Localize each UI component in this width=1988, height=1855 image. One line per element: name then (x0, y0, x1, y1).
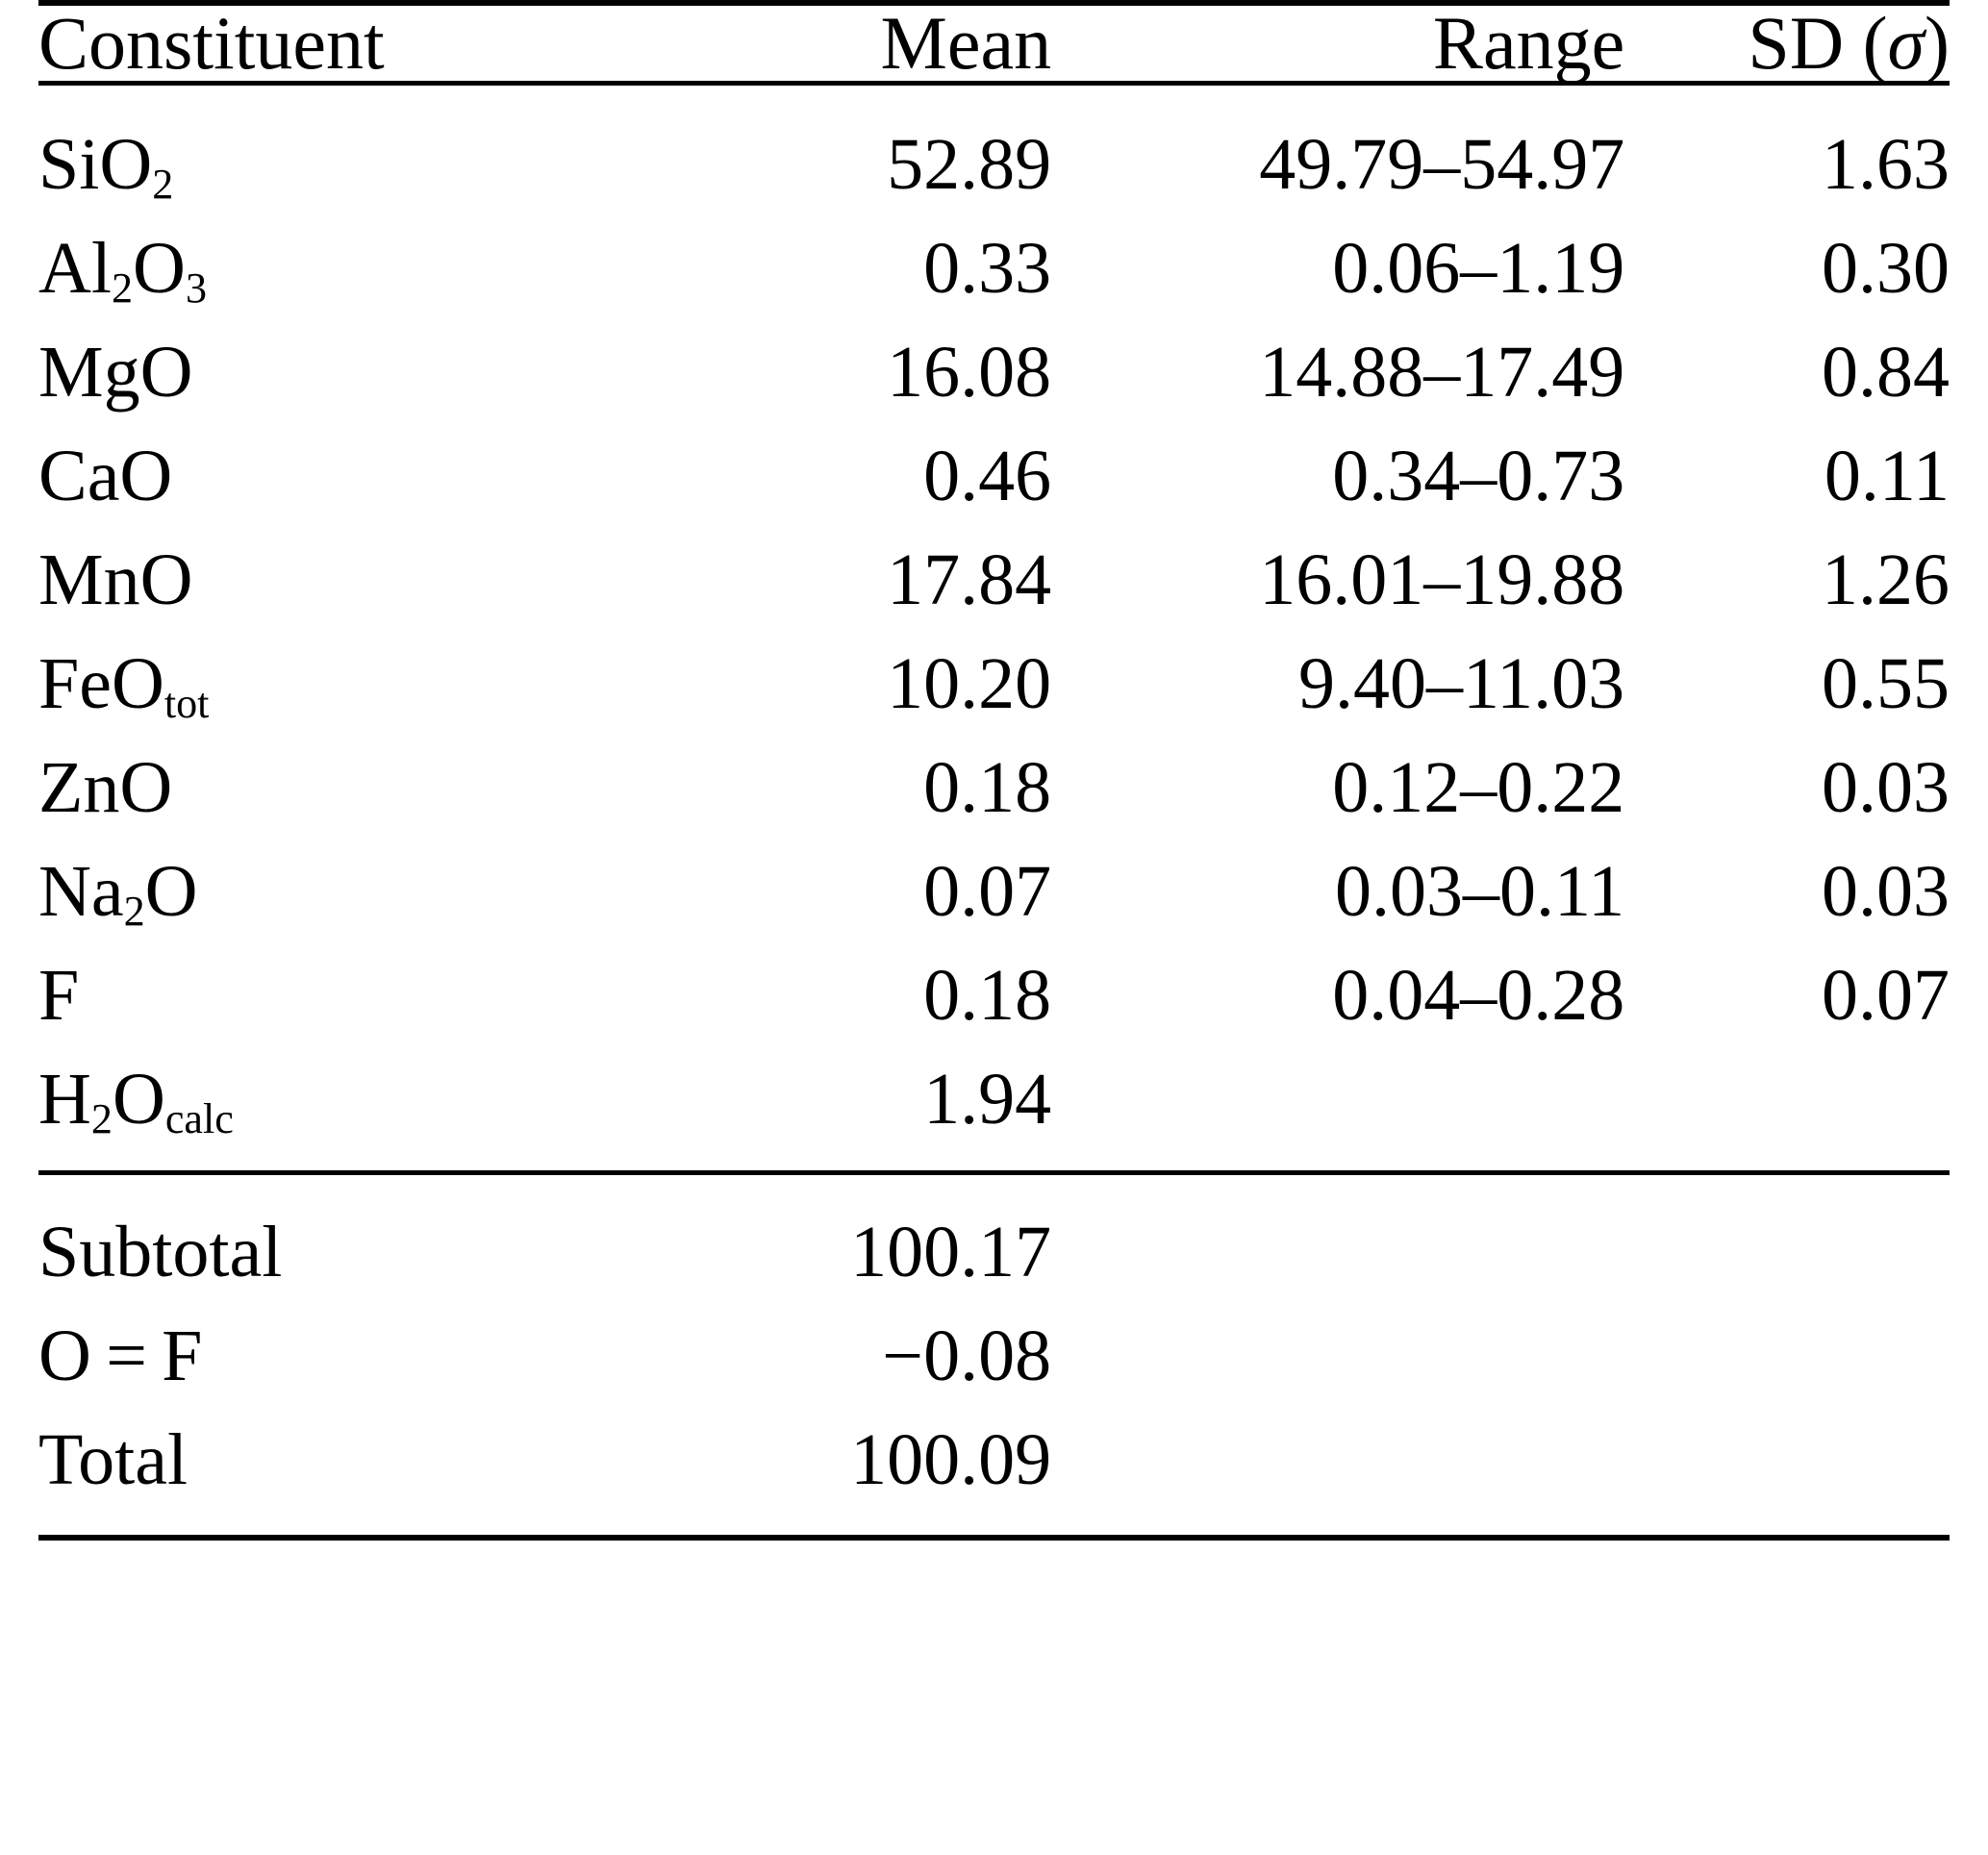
sigma-symbol: σ (1887, 1, 1925, 85)
bottom-rule (38, 1538, 631, 1541)
subscript: 2 (152, 160, 174, 208)
table-row (38, 528, 1950, 632)
row-label-h2ocalc: $H_2O_{calc}$ (38, 1059, 234, 1142)
cell-range: 16.01–19.88 (1259, 539, 1625, 620)
cell-range: 0.12–0.22 (1332, 747, 1625, 828)
cell-sd (1624, 1304, 1950, 1408)
cell-sd (1624, 1047, 1950, 1173)
bottom-rule (1624, 1538, 1950, 1541)
subscript: 2 (112, 263, 134, 312)
table-row (38, 943, 1950, 1047)
cell-sd: 0.11 (1824, 436, 1950, 516)
cell-sd: 0.07 (1822, 955, 1950, 1036)
cell-mean: 17.84 (887, 539, 1052, 620)
cell-mean: 10.20 (887, 643, 1052, 724)
column-header-range: Range (1051, 3, 1624, 84)
table-row (38, 320, 1950, 424)
cell-mean: 16.08 (887, 332, 1052, 413)
row-label-mgo: MgO (38, 332, 193, 413)
cell-range (1051, 1047, 1624, 1173)
row-label-subtotal: Subtotal (38, 1173, 631, 1305)
table-footer-rule (38, 1538, 1950, 1541)
cell-mean: 0.33 (923, 228, 1052, 309)
row-label-na2o: $Na_2O$ (38, 851, 198, 935)
cell-range: 14.88–17.49 (1259, 332, 1625, 413)
cell-mean: 0.07 (923, 851, 1052, 932)
cell-mean: 1.94 (923, 1059, 1052, 1140)
row-label-total: Total (38, 1419, 189, 1500)
cell-range: 0.34–0.73 (1332, 436, 1625, 516)
table-row (38, 216, 1950, 320)
table-row (38, 736, 1950, 840)
cell-sd: 0.84 (1822, 332, 1950, 413)
cell-range: 0.03–0.11 (1335, 851, 1625, 932)
row-label-o-equals-f: O = F (38, 1316, 203, 1396)
composition-table (38, 0, 1950, 1541)
cell-sd: 0.03 (1822, 747, 1950, 828)
cell-sd: 0.55 (1822, 643, 1950, 724)
cell-mean: 0.18 (923, 955, 1052, 1036)
row-label-feotot: FeO$_{tot}$ (38, 643, 210, 727)
row-label-mno: MnO (38, 539, 193, 620)
cell-sd: 1.63 (1822, 124, 1950, 205)
table-row (38, 1304, 1950, 1408)
table-row (38, 1408, 1950, 1538)
table-row (38, 1173, 1950, 1305)
cell-sd: 0.03 (1822, 851, 1950, 932)
cell-mean: 0.18 (923, 747, 1052, 828)
row-label-cao: CaO (38, 436, 173, 516)
bottom-rule (631, 1538, 1051, 1541)
table-header (38, 3, 1950, 84)
cell-range: 0.04–0.28 (1332, 955, 1625, 1036)
subscript: 3 (185, 263, 207, 312)
cell-mean: 100.09 (850, 1419, 1052, 1500)
bottom-rule (1051, 1538, 1624, 1541)
subscript: tot (164, 679, 210, 727)
cell-range (1051, 1173, 1624, 1305)
table-summary (38, 1173, 1950, 1539)
table-row (38, 1047, 1950, 1173)
bottom-rule-row (38, 1538, 1950, 1541)
row-label-sio2: SiO$_2$ (38, 124, 174, 208)
cell-sd: 0.30 (1822, 228, 1950, 309)
cell-range (1051, 1408, 1624, 1538)
column-header-constituent: Constituent (38, 3, 631, 84)
subscript: 2 (90, 1094, 113, 1142)
row-label-al2o3: $Al_2O_3$ (38, 228, 207, 312)
cell-range: 0.06–1.19 (1332, 228, 1625, 309)
table-body (38, 84, 1950, 1173)
cell-sd (1624, 1173, 1950, 1305)
table-row (38, 840, 1950, 943)
cell-mean: 52.89 (887, 124, 1052, 205)
row-label-zno: ZnO (38, 747, 173, 828)
cell-mean: −0.08 (882, 1316, 1052, 1396)
table-row (38, 424, 1950, 528)
subscript: 2 (123, 887, 145, 935)
cell-mean: 0.46 (923, 436, 1052, 516)
row-label-f: F (38, 955, 80, 1036)
column-header-sd: SD (σ) (1624, 3, 1950, 84)
cell-sd: 1.26 (1822, 539, 1950, 620)
column-header-mean: Mean (631, 3, 1051, 84)
cell-mean: 100.17 (631, 1173, 1051, 1305)
cell-range: 9.40–11.03 (1298, 643, 1625, 724)
header-row (38, 3, 1950, 84)
subscript: calc (164, 1094, 234, 1142)
cell-range: 49.79–54.97 (1259, 124, 1625, 205)
cell-sd (1624, 1408, 1950, 1538)
table-row (38, 632, 1950, 736)
cell-range (1051, 1304, 1624, 1408)
table-row (38, 84, 1950, 217)
